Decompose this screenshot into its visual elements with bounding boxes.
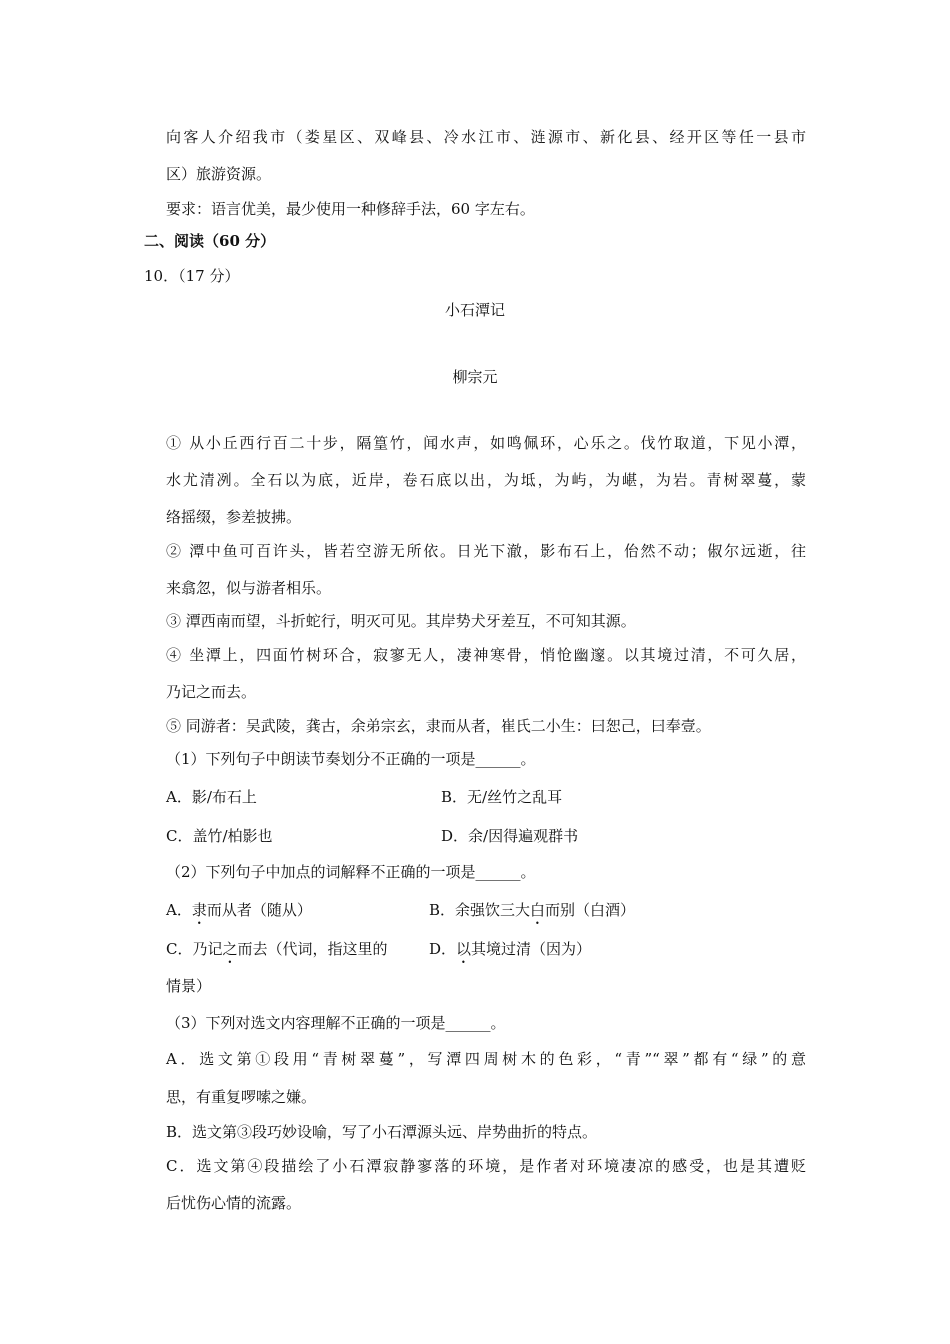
q2-stem: （2）下列句子中加点的词解释不正确的一项是______。 <box>166 863 536 881</box>
intro-line-1: 向客人介绍我市（娄星区、双峰县、冷水江市、涟源市、新化县、经开区等任一县市 <box>166 128 806 146</box>
requirement-text: 要求：语言优美，最少使用一种修辞手法，60 字左右。 <box>166 200 535 218</box>
q3-option-b: B．选文第③段巧妙设喻，写了小石潭源头远、岸势曲折的特点。 <box>166 1123 598 1141</box>
intro-line-2: 区）旅游资源。 <box>166 165 272 183</box>
paragraph-5: ⑤ 同游者：吴武陵，龚古，余弟宗玄，隶而从者，崔氏二小生：曰恕己，曰奉壹。 <box>166 717 711 735</box>
paragraph-1-line-1: ① 从小丘西行百二十步，隔篁竹，闻水声，如鸣佩环，心乐之。伐竹取道，下见小潭， <box>166 434 806 452</box>
q3-option-c-line-2: 后忧伤心情的流露。 <box>166 1194 302 1212</box>
paragraph-2-line-1: ② 潭中鱼可百许头，皆若空游无所依。日光下澈，影布石上，佁然不动；俶尔远逝，往 <box>166 542 806 560</box>
paragraph-4-line-1: ④ 坐潭上，四面竹树环合，寂寥无人，凄神寒骨，悄怆幽邃。以其境过清，不可久居， <box>166 646 806 664</box>
q3-option-a-line-2: 思，有重复啰嗦之嫌。 <box>166 1088 317 1106</box>
dotted-word: 白 <box>530 901 546 919</box>
q1-option-d: D．余/因得遍观群书 <box>441 827 579 845</box>
q2-option-a: A．隶而从者（随从） <box>166 901 312 919</box>
dotted-word: 隶 <box>191 901 207 919</box>
dotted-word: 之 <box>222 940 238 958</box>
q2-option-c: C．乃记之而去（代词，指这里的 <box>166 940 388 958</box>
paragraph-1-line-2: 水尤清冽。全石以为底，近岸，卷石底以出，为坻，为屿，为嵁，为岩。青树翠蔓，蒙 <box>166 471 806 489</box>
q2-option-c-continued: 情景） <box>166 977 212 995</box>
paragraph-2-line-2: 来翕忽，似与游者相乐。 <box>166 579 332 597</box>
q1-option-c: C．盖竹/柏影也 <box>166 827 273 845</box>
q3-option-a-line-1: A．选文第①段用“青树翠蔓”，写潭四周树木的色彩，“青”“翠”都有“绿”的意 <box>166 1050 806 1068</box>
paragraph-1-line-3: 络摇缀，参差披拂。 <box>166 508 302 526</box>
q2-option-d: D．以其境过清（因为） <box>429 940 592 958</box>
paragraph-3: ③ 潭西南而望，斗折蛇行，明灭可见。其岸势犬牙差互，不可知其源。 <box>166 612 636 630</box>
q2-option-b: B．余强饮三大白而别（白酒） <box>429 901 636 919</box>
q1-option-a: A．影/布石上 <box>166 788 257 806</box>
q3-option-c-line-1: C．选文第④段描绘了小石潭寂静寥落的环境，是作者对环境凄凉的感受，也是其遭贬 <box>166 1157 806 1175</box>
question-number: 10．（17 分） <box>144 267 240 285</box>
passage-title: 小石潭记 <box>444 301 505 319</box>
q1-option-b: B．无/丝竹之乱耳 <box>441 788 563 806</box>
q3-stem: （3）下列对选文内容理解不正确的一项是______。 <box>166 1014 506 1032</box>
passage-author: 柳宗元 <box>452 368 498 386</box>
q1-stem: （1）下列句子中朗读节奏划分不正确的一项是______。 <box>166 750 536 768</box>
section-title: 二、阅读（60 分） <box>144 232 276 250</box>
dotted-word: 以 <box>456 940 472 958</box>
paragraph-4-line-2: 乃记之而去。 <box>166 683 257 701</box>
